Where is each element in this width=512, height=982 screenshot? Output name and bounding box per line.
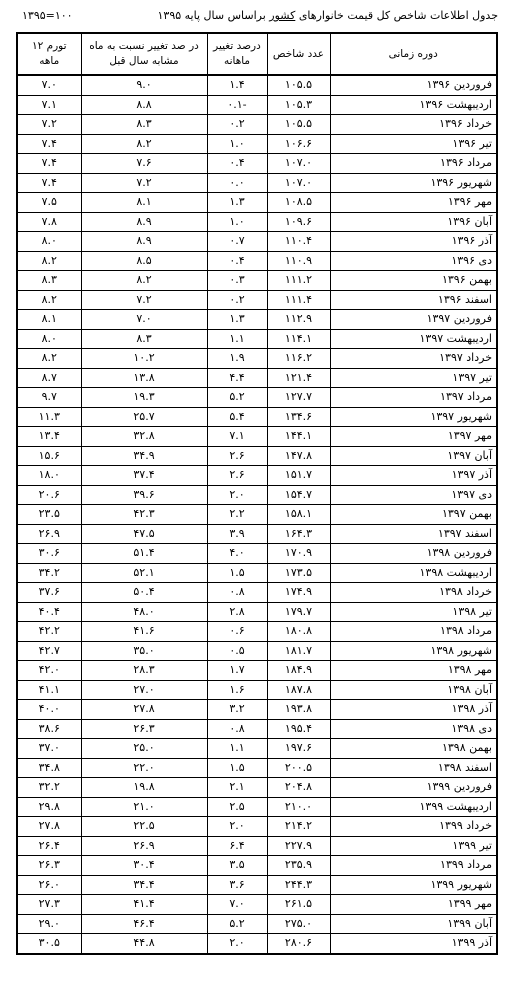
cell-index: ۱۵۴.۷ <box>267 485 330 505</box>
cell-period: تیر ۱۳۹۹ <box>330 836 497 856</box>
cell-yoy-change: ۴۸.۰ <box>81 602 207 622</box>
cell-inflation: ۱۳.۴ <box>17 427 81 447</box>
cell-monthly-change: ۲.۶ <box>207 446 267 466</box>
cell-inflation: ۲۹.۰ <box>17 914 81 934</box>
table-row <box>17 505 497 525</box>
cell-period: تیر ۱۳۹۸ <box>330 602 497 622</box>
cell-index: ۱۷۹.۷ <box>267 602 330 622</box>
cell-monthly-change: ۱.۱ <box>207 329 267 349</box>
cell-inflation: ۲۶.۹ <box>17 524 81 544</box>
cell-monthly-change: ۵.۲ <box>207 914 267 934</box>
cell-index: ۱۰۵.۵ <box>267 75 330 95</box>
cell-inflation: ۳۷.۶ <box>17 583 81 603</box>
table-row <box>17 836 497 856</box>
cell-monthly-change: ۷.۰ <box>207 895 267 915</box>
cell-inflation: ۷.۰ <box>17 75 81 95</box>
table-row <box>17 622 497 642</box>
cell-monthly-change: ۱.۰ <box>207 134 267 154</box>
cell-inflation: ۳۸.۶ <box>17 719 81 739</box>
cell-monthly-change: ۰.۸ <box>207 719 267 739</box>
cell-index: ۱۰۸.۵ <box>267 193 330 213</box>
base-year-label: ۱۰۰=۱۳۹۵ <box>22 9 73 22</box>
cell-monthly-change: ۳.۵ <box>207 856 267 876</box>
title-suffix: براساس سال پایه ۱۳۹۵ <box>157 9 266 22</box>
cell-inflation: ۴۲.۲ <box>17 622 81 642</box>
cell-yoy-change: ۸.۳ <box>81 115 207 135</box>
cell-period: دی ۱۳۹۶ <box>330 251 497 271</box>
cell-period: خرداد ۱۳۹۷ <box>330 349 497 369</box>
cell-monthly-change: ۰.۸ <box>207 583 267 603</box>
cell-yoy-change: ۲۸.۳ <box>81 661 207 681</box>
cell-yoy-change: ۷.۲ <box>81 290 207 310</box>
table-row <box>17 778 497 798</box>
cell-monthly-change: ۰.۲ <box>207 115 267 135</box>
cell-yoy-change: ۲۲.۰ <box>81 758 207 778</box>
cell-yoy-change: ۳۵.۰ <box>81 641 207 661</box>
cell-monthly-change: ۰.۳ <box>207 271 267 291</box>
cell-monthly-change: ۲.۸ <box>207 602 267 622</box>
cell-index: ۱۱۰.۴ <box>267 232 330 252</box>
cell-yoy-change: ۷.۶ <box>81 154 207 174</box>
cell-monthly-change: -۰.۱ <box>207 95 267 115</box>
cell-period: شهریور ۱۳۹۷ <box>330 407 497 427</box>
cell-index: ۱۹۳.۸ <box>267 700 330 720</box>
cell-yoy-change: ۵۰.۴ <box>81 583 207 603</box>
cell-monthly-change: ۰.۲ <box>207 290 267 310</box>
cell-period: خرداد ۱۳۹۹ <box>330 817 497 837</box>
table-row <box>17 875 497 895</box>
table-row <box>17 134 497 154</box>
cell-inflation: ۲۶.۰ <box>17 875 81 895</box>
cell-yoy-change: ۳۷.۴ <box>81 466 207 486</box>
cell-index: ۱۰۹.۶ <box>267 212 330 232</box>
cell-inflation: ۲۹.۸ <box>17 797 81 817</box>
cell-yoy-change: ۳۴.۴ <box>81 875 207 895</box>
cell-period: فروردین ۱۳۹۶ <box>330 75 497 95</box>
cell-monthly-change: ۲.۰ <box>207 817 267 837</box>
cell-index: ۱۲۱.۴ <box>267 368 330 388</box>
cell-index: ۱۰۵.۵ <box>267 115 330 135</box>
cell-inflation: ۷.۲ <box>17 115 81 135</box>
cell-monthly-change: ۷.۱ <box>207 427 267 447</box>
table-row <box>17 758 497 778</box>
cell-yoy-change: ۱۹.۳ <box>81 388 207 408</box>
header-yoy-change: در صد تغییر نسبت به ماه مشابه سال قبل <box>81 33 207 75</box>
table-row <box>17 524 497 544</box>
cell-monthly-change: ۲.۰ <box>207 934 267 954</box>
cell-yoy-change: ۸.۲ <box>81 271 207 291</box>
cell-monthly-change: ۴.۰ <box>207 544 267 564</box>
cell-index: ۲۲۷.۹ <box>267 836 330 856</box>
cell-period: مرداد ۱۳۹۸ <box>330 622 497 642</box>
cell-period: اسفند ۱۳۹۶ <box>330 290 497 310</box>
cell-index: ۱۱۱.۴ <box>267 290 330 310</box>
cell-inflation: ۸.۷ <box>17 368 81 388</box>
table-row <box>17 310 497 330</box>
table-row <box>17 251 497 271</box>
cell-inflation: ۲۶.۳ <box>17 856 81 876</box>
cell-monthly-change: ۱.۹ <box>207 349 267 369</box>
cell-yoy-change: ۲۷.۰ <box>81 680 207 700</box>
cell-index: ۲۰۰.۵ <box>267 758 330 778</box>
cell-period: مهر ۱۳۹۸ <box>330 661 497 681</box>
cell-period: فروردین ۱۳۹۹ <box>330 778 497 798</box>
table-row <box>17 115 497 135</box>
cell-yoy-change: ۴۲.۳ <box>81 505 207 525</box>
cell-index: ۱۰۶.۶ <box>267 134 330 154</box>
table-row <box>17 349 497 369</box>
cell-period: مهر ۱۳۹۹ <box>330 895 497 915</box>
cell-inflation: ۷.۵ <box>17 193 81 213</box>
cell-index: ۱۱۶.۲ <box>267 349 330 369</box>
cell-yoy-change: ۸.۳ <box>81 329 207 349</box>
header-index: عدد شاخص <box>267 33 330 75</box>
cell-period: آذر ۱۳۹۸ <box>330 700 497 720</box>
cell-period: مهر ۱۳۹۷ <box>330 427 497 447</box>
cell-yoy-change: ۲۲.۵ <box>81 817 207 837</box>
cell-period: اردیبهشت ۱۳۹۷ <box>330 329 497 349</box>
cell-yoy-change: ۲۱.۰ <box>81 797 207 817</box>
cell-period: آبان ۱۳۹۷ <box>330 446 497 466</box>
cell-monthly-change: ۱.۱ <box>207 739 267 759</box>
cell-period: تیر ۱۳۹۶ <box>330 134 497 154</box>
cell-index: ۱۲۷.۷ <box>267 388 330 408</box>
table-row <box>17 661 497 681</box>
cell-inflation: ۸.۲ <box>17 290 81 310</box>
cell-period: اردیبهشت ۱۳۹۸ <box>330 563 497 583</box>
cell-index: ۲۴۴.۳ <box>267 875 330 895</box>
cell-inflation: ۲۶.۴ <box>17 836 81 856</box>
cell-yoy-change: ۵۱.۴ <box>81 544 207 564</box>
cell-monthly-change: ۲.۵ <box>207 797 267 817</box>
cell-period: خرداد ۱۳۹۶ <box>330 115 497 135</box>
cell-inflation: ۸.۳ <box>17 271 81 291</box>
cell-index: ۲۳۵.۹ <box>267 856 330 876</box>
cell-yoy-change: ۴۱.۶ <box>81 622 207 642</box>
cell-yoy-change: ۳۴.۹ <box>81 446 207 466</box>
cell-period: آذر ۱۳۹۶ <box>330 232 497 252</box>
table-row <box>17 427 497 447</box>
table-row <box>17 856 497 876</box>
cell-period: دی ۱۳۹۷ <box>330 485 497 505</box>
cell-inflation: ۸.۰ <box>17 329 81 349</box>
cell-index: ۱۱۴.۱ <box>267 329 330 349</box>
cell-monthly-change: ۰.۴ <box>207 251 267 271</box>
table-row <box>17 700 497 720</box>
cell-yoy-change: ۲۶.۳ <box>81 719 207 739</box>
cell-period: خرداد ۱۳۹۸ <box>330 583 497 603</box>
cell-monthly-change: ۲.۲ <box>207 505 267 525</box>
cell-inflation: ۲۷.۳ <box>17 895 81 915</box>
cell-index: ۱۸۴.۹ <box>267 661 330 681</box>
table-row <box>17 271 497 291</box>
table-row <box>17 719 497 739</box>
cell-index: ۱۴۴.۱ <box>267 427 330 447</box>
cell-yoy-change: ۴۶.۴ <box>81 914 207 934</box>
cell-monthly-change: ۱.۴ <box>207 75 267 95</box>
cell-period: اردیبهشت ۱۳۹۹ <box>330 797 497 817</box>
cell-period: مرداد ۱۳۹۹ <box>330 856 497 876</box>
table-row <box>17 797 497 817</box>
cell-index: ۱۱۱.۲ <box>267 271 330 291</box>
cell-inflation: ۷.۱ <box>17 95 81 115</box>
cell-inflation: ۴۰.۰ <box>17 700 81 720</box>
cell-monthly-change: ۰.۷ <box>207 232 267 252</box>
cell-yoy-change: ۲۵.۰ <box>81 739 207 759</box>
table-row <box>17 212 497 232</box>
cell-inflation: ۳۷.۰ <box>17 739 81 759</box>
cell-inflation: ۳۴.۸ <box>17 758 81 778</box>
table-row <box>17 680 497 700</box>
cell-inflation: ۴۱.۱ <box>17 680 81 700</box>
cell-index: ۲۷۵.۰ <box>267 914 330 934</box>
header-row <box>17 33 497 75</box>
cell-period: تیر ۱۳۹۷ <box>330 368 497 388</box>
cell-period: اسفند ۱۳۹۸ <box>330 758 497 778</box>
cell-inflation: ۳۲.۲ <box>17 778 81 798</box>
table-row <box>17 485 497 505</box>
table-row <box>17 329 497 349</box>
cell-index: ۱۴۷.۸ <box>267 446 330 466</box>
cell-inflation: ۷.۴ <box>17 154 81 174</box>
cell-yoy-change: ۲۵.۷ <box>81 407 207 427</box>
cell-inflation: ۱۱.۳ <box>17 407 81 427</box>
cell-period: شهریور ۱۳۹۶ <box>330 173 497 193</box>
cell-inflation: ۷.۴ <box>17 134 81 154</box>
title-bar <box>0 6 512 28</box>
cell-inflation: ۴۰.۴ <box>17 602 81 622</box>
cell-index: ۲۰۴.۸ <box>267 778 330 798</box>
cell-yoy-change: ۲۷.۸ <box>81 700 207 720</box>
cell-monthly-change: ۱.۰ <box>207 212 267 232</box>
cell-index: ۱۰۷.۰ <box>267 154 330 174</box>
table-row <box>17 388 497 408</box>
cell-period: بهمن ۱۳۹۶ <box>330 271 497 291</box>
cell-index: ۱۸۷.۸ <box>267 680 330 700</box>
cell-period: شهریور ۱۳۹۸ <box>330 641 497 661</box>
cell-index: ۱۷۴.۹ <box>267 583 330 603</box>
cell-yoy-change: ۸.۱ <box>81 193 207 213</box>
cell-period: فروردین ۱۳۹۷ <box>330 310 497 330</box>
cell-monthly-change: ۱.۵ <box>207 758 267 778</box>
cell-index: ۱۰۵.۳ <box>267 95 330 115</box>
cell-index: ۱۱۲.۹ <box>267 310 330 330</box>
cell-period: فروردین ۱۳۹۸ <box>330 544 497 564</box>
cell-inflation: ۹.۷ <box>17 388 81 408</box>
cell-yoy-change: ۱۳.۸ <box>81 368 207 388</box>
cell-yoy-change: ۸.۹ <box>81 212 207 232</box>
cell-monthly-change: ۴.۴ <box>207 368 267 388</box>
cell-yoy-change: ۲۶.۹ <box>81 836 207 856</box>
cell-monthly-change: ۱.۷ <box>207 661 267 681</box>
price-index-table <box>16 32 498 955</box>
cell-inflation: ۷.۸ <box>17 212 81 232</box>
cell-inflation: ۴۲.۰ <box>17 661 81 681</box>
table-row <box>17 817 497 837</box>
cell-monthly-change: ۵.۲ <box>207 388 267 408</box>
cell-index: ۲۸۰.۶ <box>267 934 330 954</box>
cell-inflation: ۳۰.۶ <box>17 544 81 564</box>
cell-monthly-change: ۰.۴ <box>207 154 267 174</box>
cell-inflation: ۲۷.۸ <box>17 817 81 837</box>
cell-index: ۱۵۸.۱ <box>267 505 330 525</box>
header-period: دوره زمانی <box>330 33 497 75</box>
cell-yoy-change: ۳۰.۴ <box>81 856 207 876</box>
cell-index: ۱۷۰.۹ <box>267 544 330 564</box>
cell-yoy-change: ۷.۰ <box>81 310 207 330</box>
cell-yoy-change: ۸.۵ <box>81 251 207 271</box>
table-row <box>17 368 497 388</box>
cell-monthly-change: ۳.۹ <box>207 524 267 544</box>
title-prefix: جدول اطلاعات شاخص کل قیمت خانوارهای <box>298 9 498 22</box>
table-row <box>17 75 497 95</box>
cell-yoy-change: ۳۲.۸ <box>81 427 207 447</box>
table-row <box>17 446 497 466</box>
cell-period: آذر ۱۳۹۷ <box>330 466 497 486</box>
table-row <box>17 934 497 954</box>
cell-inflation: ۲۳.۵ <box>17 505 81 525</box>
cell-period: مرداد ۱۳۹۷ <box>330 388 497 408</box>
cell-index: ۲۶۱.۵ <box>267 895 330 915</box>
cell-yoy-change: ۳۹.۶ <box>81 485 207 505</box>
cell-index: ۱۷۳.۵ <box>267 563 330 583</box>
cell-inflation: ۸.۲ <box>17 349 81 369</box>
table-title <box>158 9 498 22</box>
cell-index: ۱۸۱.۷ <box>267 641 330 661</box>
table-row <box>17 466 497 486</box>
cell-period: مهر ۱۳۹۶ <box>330 193 497 213</box>
cell-period: اردیبهشت ۱۳۹۶ <box>330 95 497 115</box>
cell-monthly-change: ۰.۵ <box>207 641 267 661</box>
table-row <box>17 641 497 661</box>
table-row <box>17 95 497 115</box>
cell-index: ۱۹۷.۶ <box>267 739 330 759</box>
cell-period: شهریور ۱۳۹۹ <box>330 875 497 895</box>
cell-yoy-change: ۹.۰ <box>81 75 207 95</box>
cell-period: دی ۱۳۹۸ <box>330 719 497 739</box>
cell-inflation: ۷.۴ <box>17 173 81 193</box>
cell-monthly-change: ۱.۳ <box>207 193 267 213</box>
table-row <box>17 173 497 193</box>
cell-inflation: ۳۴.۲ <box>17 563 81 583</box>
cell-index: ۲۱۰.۰ <box>267 797 330 817</box>
cell-inflation: ۸.۰ <box>17 232 81 252</box>
table-row <box>17 583 497 603</box>
cell-yoy-change: ۱۹.۸ <box>81 778 207 798</box>
table-row <box>17 407 497 427</box>
cell-monthly-change: ۲.۰ <box>207 485 267 505</box>
cell-period: اسفند ۱۳۹۷ <box>330 524 497 544</box>
table-row <box>17 563 497 583</box>
cell-monthly-change: ۰.۰ <box>207 173 267 193</box>
table-row <box>17 193 497 213</box>
table-row <box>17 290 497 310</box>
cell-inflation: ۸.۲ <box>17 251 81 271</box>
table-body <box>17 75 497 954</box>
cell-yoy-change: ۷.۲ <box>81 173 207 193</box>
cell-monthly-change: ۵.۴ <box>207 407 267 427</box>
cell-yoy-change: ۸.۲ <box>81 134 207 154</box>
cell-period: آبان ۱۳۹۶ <box>330 212 497 232</box>
cell-monthly-change: ۰.۶ <box>207 622 267 642</box>
cell-period: آبان ۱۳۹۹ <box>330 914 497 934</box>
cell-index: ۲۱۴.۲ <box>267 817 330 837</box>
cell-period: آذر ۱۳۹۹ <box>330 934 497 954</box>
cell-period: بهمن ۱۳۹۷ <box>330 505 497 525</box>
cell-yoy-change: ۸.۸ <box>81 95 207 115</box>
table-row <box>17 895 497 915</box>
cell-monthly-change: ۶.۴ <box>207 836 267 856</box>
cell-yoy-change: ۱۰.۲ <box>81 349 207 369</box>
cell-inflation: ۲۰.۶ <box>17 485 81 505</box>
cell-yoy-change: ۴۱.۴ <box>81 895 207 915</box>
table-row <box>17 602 497 622</box>
cell-inflation: ۴۲.۷ <box>17 641 81 661</box>
cell-monthly-change: ۱.۳ <box>207 310 267 330</box>
cell-yoy-change: ۸.۹ <box>81 232 207 252</box>
table-row <box>17 739 497 759</box>
cell-yoy-change: ۴۷.۵ <box>81 524 207 544</box>
header-inflation: تورم ۱۲ ماهه <box>17 33 81 75</box>
cell-monthly-change: ۱.۵ <box>207 563 267 583</box>
cell-period: بهمن ۱۳۹۸ <box>330 739 497 759</box>
cell-monthly-change: ۳.۲ <box>207 700 267 720</box>
cell-monthly-change: ۲.۶ <box>207 466 267 486</box>
cell-inflation: ۱۵.۶ <box>17 446 81 466</box>
cell-monthly-change: ۲.۱ <box>207 778 267 798</box>
cell-index: ۱۸۰.۸ <box>267 622 330 642</box>
cell-period: آبان ۱۳۹۸ <box>330 680 497 700</box>
table-row <box>17 544 497 564</box>
cell-period: مرداد ۱۳۹۶ <box>330 154 497 174</box>
title-underlined: کشور <box>269 9 296 22</box>
table-row <box>17 232 497 252</box>
cell-index: ۱۳۴.۶ <box>267 407 330 427</box>
cell-inflation: ۳۰.۵ <box>17 934 81 954</box>
cell-yoy-change: ۵۲.۱ <box>81 563 207 583</box>
cell-index: ۱۰۷.۰ <box>267 173 330 193</box>
header-monthly-change: درصد تغییر ماهانه <box>207 33 267 75</box>
table-row <box>17 914 497 934</box>
cell-inflation: ۱۸.۰ <box>17 466 81 486</box>
cell-monthly-change: ۱.۶ <box>207 680 267 700</box>
cell-monthly-change: ۳.۶ <box>207 875 267 895</box>
table-row <box>17 154 497 174</box>
cell-inflation: ۸.۱ <box>17 310 81 330</box>
cell-index: ۱۵۱.۷ <box>267 466 330 486</box>
cell-index: ۱۹۵.۴ <box>267 719 330 739</box>
cell-index: ۱۶۴.۳ <box>267 524 330 544</box>
cell-index: ۱۱۰.۹ <box>267 251 330 271</box>
cell-yoy-change: ۴۴.۸ <box>81 934 207 954</box>
